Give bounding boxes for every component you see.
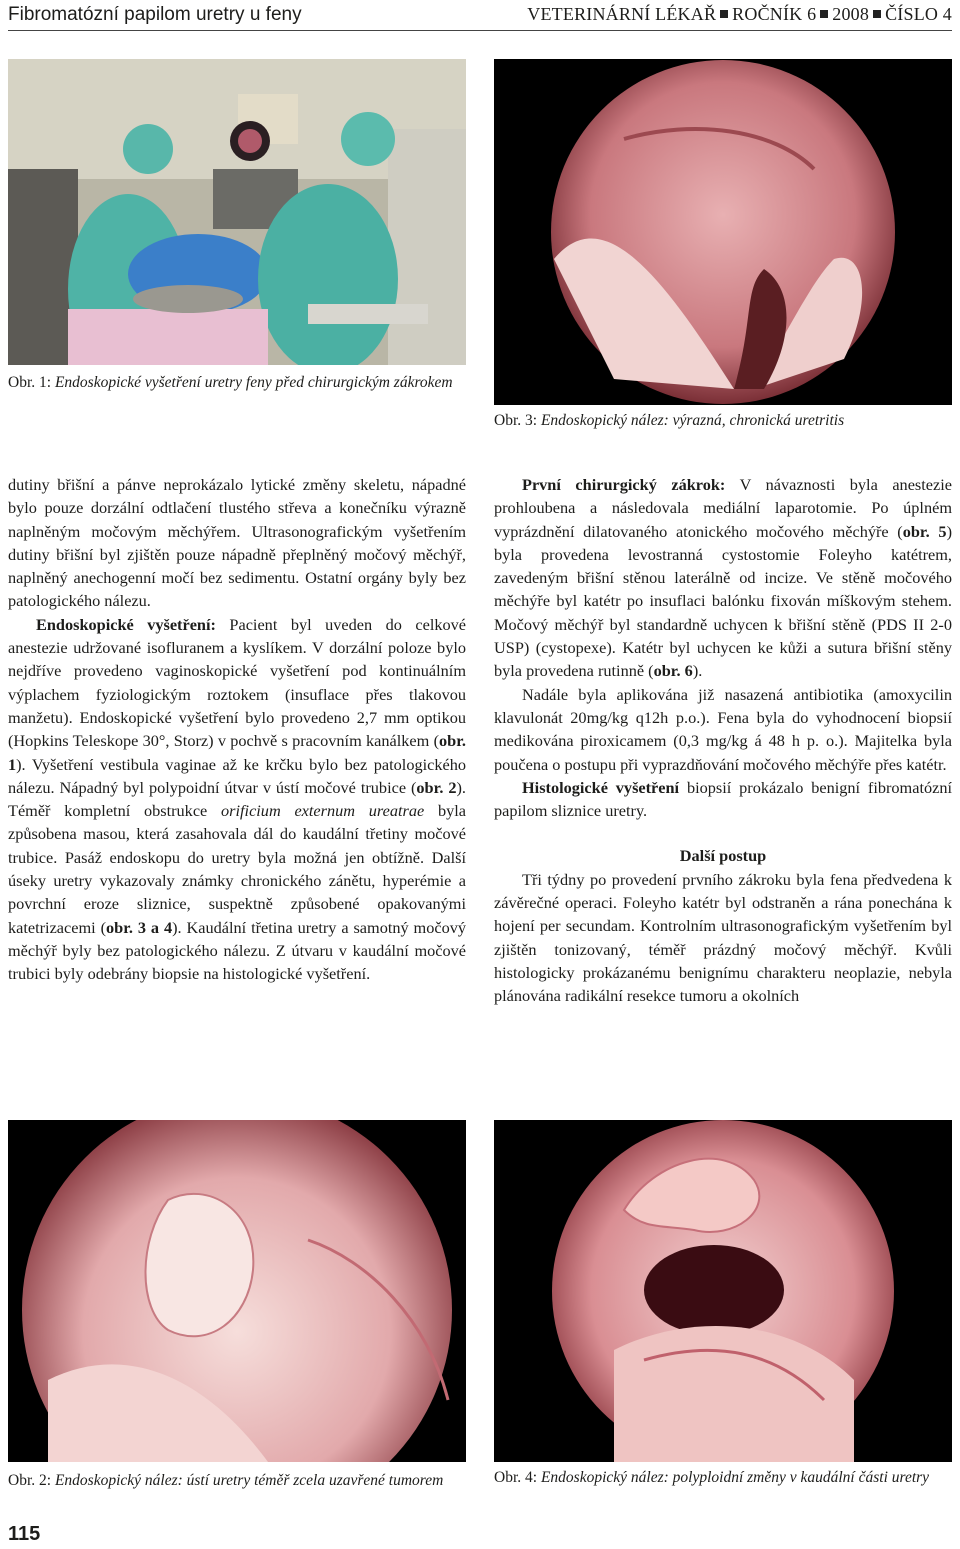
text-run: ) byla provedena levostranná cystostomie Foleyho katétrem, zavedeným břišní stěnou laterálně od incize. Ve stěně močového měchýře byl katétr po insuflaci balónku fixován míškovým stehem. Močový měchýř byl standardně uchycen k břišní stěně (PDS II 2-0 USP) (cystopexe). Katétr byl uchycen ke kůži a sutura břišní stěny byla provedena rutinně ( <box>494 521 952 681</box>
figure-label: Obr. 3: <box>494 412 538 429</box>
figure-label: Obr. 2: <box>8 1472 52 1489</box>
separator-square-icon <box>820 10 828 18</box>
right-text-column <box>494 473 952 1008</box>
figure-reference: obr. 5 <box>902 521 947 541</box>
section-heading: Histologické vyšetření <box>522 777 680 797</box>
figure-3-photo <box>494 59 952 405</box>
section-heading: První chirurgický zákrok: <box>522 475 726 494</box>
section-heading: Endoskopické vyšetření: <box>36 614 216 634</box>
caption-text: Endoskopické vyšetření uretry feny před chirurgickým zákrokem <box>54 374 453 391</box>
paragraph: Tři týdny po provedení prvního zákroku byla fena předvedena k závěrečné operaci. Foleyho katétr byl odstraněn a rána ponechána k hojení per secundam. Kontrolním ultrasonografickým vyšetřením byl zjištěn tonizovaný, téměř prázdný močový měchýř. Kvůli histologicky prokázanému benignímu charakteru neoplazie, nebyla plánována radikální resekce tumoru a okolních <box>494 869 952 1006</box>
figure-reference: obr. 2 <box>416 777 457 797</box>
caption-text: Endoskopický nález: ústí uretry téměř zcela uzavřené tumorem <box>54 1472 444 1489</box>
figure-1-caption <box>8 372 466 393</box>
text-run: ). <box>692 661 703 681</box>
figure-reference: obr. 6 <box>653 661 693 681</box>
caption-text: Endoskopický nález: polyploidní změny v kaudální části uretry <box>540 1469 930 1486</box>
paragraph <box>494 776 952 823</box>
separator-square-icon <box>720 10 728 18</box>
figure-label: Obr. 1: <box>8 374 52 391</box>
figure-2-photo <box>8 1120 466 1462</box>
page-number: 115 <box>8 1523 41 1545</box>
article-title: Fibromatózní papilom uretry u feny <box>8 4 302 25</box>
latin-term: orificium externum ureatrae <box>221 801 425 821</box>
figure-label: Obr. 4: <box>494 1469 538 1486</box>
paragraph: Nadále byla aplikována již nasazená antibiotika (amoxycilin klavulonát 20mg/kg q12h p.o.). Fena byla do vyhodnocení biopsií medikována piroxicamem (0,3 mg/kg á 48 h p. o.). Majitelka byla poučena o postupu při vyprazdňování močového měchýře přes katétr. <box>494 684 952 774</box>
caption-text: Endoskopický nález: výrazná, chronická uretritis <box>540 412 845 429</box>
text-run: V návaznosti byla anestezie prohloubena a následovala mediální laparotomie. Po úplném vyprázdnění dilatovaného atonického močového měchýře ( <box>494 475 952 541</box>
left-text-column <box>8 473 466 986</box>
year: 2008 <box>832 4 870 24</box>
volume: ROČNÍK 6 <box>732 4 817 24</box>
paragraph: dutiny břišní a pánve neprokázalo lytické změny skeletu, nápadné bylo pouze dorzální odtlačení tlustého střeva a konečníku výrazně naplněným močovým měchýřem. Ultrasonografickým vyšetřením dutiny břišní byl zjištěn pouze nápadně přeplněný močový měchýř, naplněný anechogenní močí bez sedimentu. Ostatní orgány byly bez patologického nálezu. <box>8 475 466 611</box>
figure-3-caption <box>494 410 952 431</box>
subheading: Další postup <box>679 846 767 866</box>
journal-info <box>527 4 952 25</box>
issue: ČÍSLO 4 <box>885 4 952 24</box>
text-run: ). Vyšetření vestibula vaginae až ke krčku bylo bez patologického nálezu. Nápadný byl polypoidní útvar v ústí močové trubice ( <box>8 754 466 797</box>
figure-4-caption <box>494 1467 952 1488</box>
header-rule <box>8 30 952 31</box>
figure-1-photo <box>8 59 466 365</box>
separator-square-icon <box>873 10 881 18</box>
running-header <box>8 0 952 30</box>
paragraph <box>494 473 952 683</box>
paragraph <box>8 613 466 986</box>
journal-name: VETERINÁRNÍ LÉKAŘ <box>527 4 717 24</box>
text-run: Pacient byl uveden do celkové anestezie udržované isofluranem a kyslíkem. V dorzální poloze bylo nejdříve provedeno vaginoskopické vyšetření pod kontinuálním výplachem fyziologickým roztokem (insuflace přes tlakovou manžetu). Endoskopické vyšetření bylo provedeno 2,7 mm optikou (Hopkins Teleskope 30°, Storz) v pochvě s pracovním kanálkem ( <box>8 614 466 751</box>
figure-reference: obr. 1 <box>8 731 466 774</box>
text-run: biopsií prokázalo benigní fibromatózní papilom sliznice uretry. <box>494 777 952 821</box>
text-run: ). Téměř kompletní obstrukce <box>8 777 466 821</box>
figure-4-photo <box>494 1120 952 1462</box>
figure-2-caption <box>8 1470 466 1491</box>
figure-reference: obr. 3 a 4 <box>106 917 173 937</box>
text-run: byla způsobena masou, která zasahovala dál do kaudální třetiny močové trubice. Pasáž endoskopu do uretry byla možná jen obtížně. Další úseky uretry vykazovaly známky chronického zánětu, hyperémie a povrchní eroze sliznice, suspektně způsobené opakovanými katetrizacemi ( <box>8 801 466 937</box>
text-run: ). Kaudální třetina uretry a samotný močový měchýř byly bez patologického nálezu. Z útvaru v kaudální močové trubici byly odebrány biopsie na histologické vyšetření. <box>8 917 466 984</box>
